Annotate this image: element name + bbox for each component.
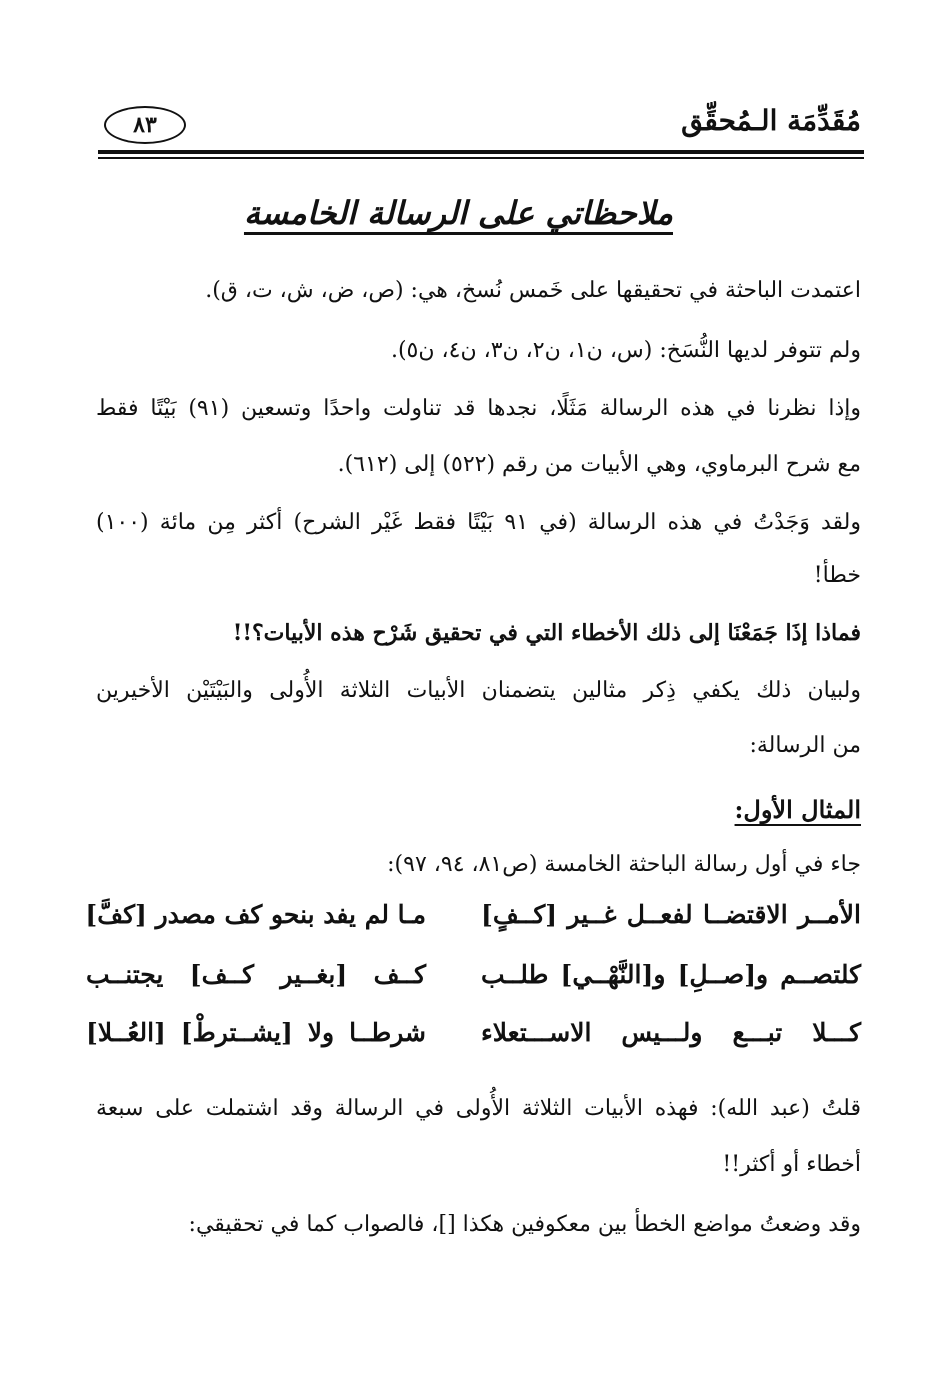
example-intro: جاء في أول رسالة الباحثة الخامسة (ص٨١، ٩٤، ٩٧): xyxy=(387,852,861,877)
paragraph-line: قلتُ (عبد الله): فهذه الأبيات الثلاثة الأُولى في الرسالة وقد اشتملت على سبعة xyxy=(96,1096,861,1121)
paragraph-line: مع شرح البرماوي، وهي الأبيات من رقم (٥٢٢) إلى (٦١٢). xyxy=(337,452,861,477)
section-title: ملاحظاتي على الرسالة الخامسة xyxy=(243,194,673,232)
header-rule-thin xyxy=(98,157,864,159)
paragraph-line: ولبيان ذلك يكفي ذِكر مثالين يتضمنان الأبيات الثلاثة الأُولى والبَيْتَيْن الأخيرين xyxy=(96,678,861,703)
header-rule-thick xyxy=(98,150,864,154)
paragraph-line: وقد وضعتُ مواضع الخطأ بين معكوفين هكذا []، فالصواب كما في تحقيقي: xyxy=(188,1212,861,1237)
verse-second-hemistich: شرطــا ولا [يشــترطْ] [العُــلا] xyxy=(86,1018,426,1047)
paragraph-line: أخطاء أو أكثر!! xyxy=(722,1152,861,1177)
running-header-title: مُقَدِّمَة الـمُحقِّق xyxy=(681,104,861,137)
page-number: ٨٣ xyxy=(133,112,157,138)
verse-second-hemistich: كــف [بغــير كــف] يجتنــب xyxy=(86,960,426,989)
example-heading: المثال الأول: xyxy=(734,795,861,824)
verse-first-hemistich: كـــلا تبـــع ولـــيس الاســـتعلاء xyxy=(481,1018,861,1047)
verse-first-hemistich: كلتصــم و[صــلِ] و[النَّهْــي] طلــب xyxy=(481,960,861,989)
verse-first-hemistich: الأمــر الاقتضــا لفعــل غــير [كــفٍ] xyxy=(481,900,861,929)
paragraph-line: اعتمدت الباحثة في تحقيقها على خَمس نُسخ، هي: (ص، ض، ش، ت، ق). xyxy=(205,278,861,303)
paragraph-line: من الرسالة: xyxy=(749,733,861,758)
paragraph-line: وإذا نظرنا في هذه الرسالة مَثَلًا، نجدها قد تناولت واحدًا وتسعين (٩١) بَيْتًا فقط xyxy=(96,396,862,421)
page-number-oval xyxy=(104,106,186,144)
paragraph-line: ولقد وَجَدْتُ في هذه الرسالة (في ٩١ بَيْتًا فقط غَيْر الشرح) أكثر مِن مائة (١٠٠) xyxy=(96,510,862,535)
paragraph-line-bold: فماذا إذَا جَمَعْنَا إلى ذلك الأخطاء التي في تحقيق شَرْح هذه الأبيات؟!! xyxy=(232,620,861,646)
paragraph-line: خطأ! xyxy=(813,563,861,588)
paragraph-line: ولم تتوفر لديها النُّسَخ: (س، ن١، ن٢، ن٣، ن٤، ن٥). xyxy=(390,338,861,363)
verse-second-hemistich: مـا لم يفد بنحو كف مصدر [كفَّ] xyxy=(85,900,426,929)
